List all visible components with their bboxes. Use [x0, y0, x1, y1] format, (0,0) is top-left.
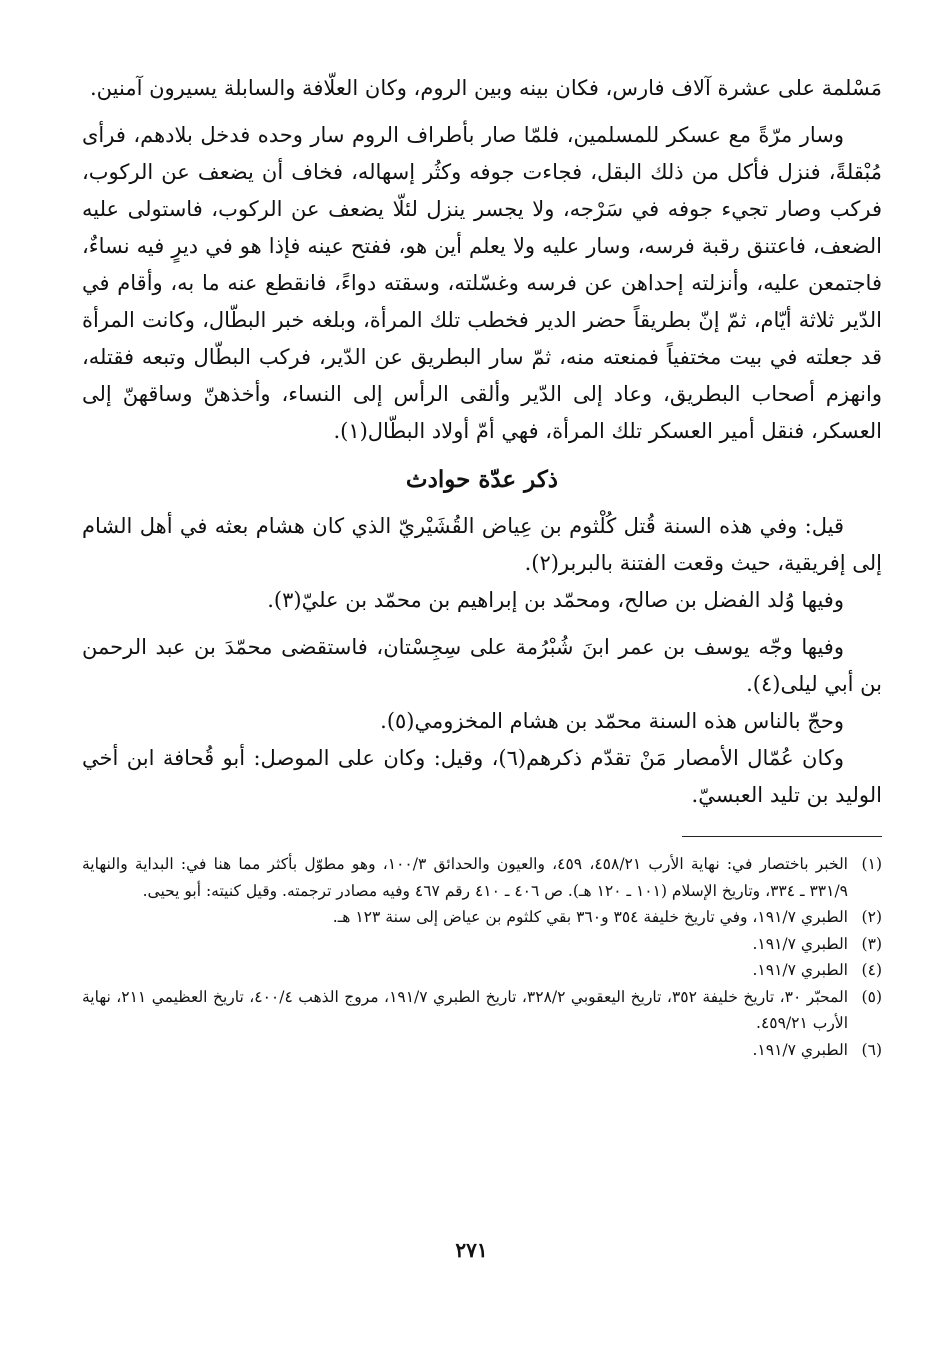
footnote-number: (١)	[861, 855, 882, 873]
footnote-text: الطبري ١٩١/٧، وفي تاريخ خليفة ٣٥٤ و٣٦٠ بقي كلثوم بن عياض إلى سنة ١٢٣ هـ.	[332, 908, 848, 926]
section-heading: ذكر عدّة حوادث	[405, 466, 559, 493]
footnote-text: الطبري ١٩١/٧.	[752, 961, 848, 979]
paragraph-battal-story: وسار مرّةً مع عسكر للمسلمين، فلمّا صار بأطراف الروم سار وحده فدخل بلادهم، فرأى مُبْقلةً، فنزل فأكل من ذلك البقل، فجاءت جوفه وكثُر إسهاله، فخاف أن يضعف عن الركوب، فركب وصار تجيء جوفه في سَرْجه، ولا يجسر ينزل لئلّا يضعف عن الركوب، فاستولى عليه الضعف، فاعتنق رقبة فرسه، وسار عليه ولا يعلم أين هو، ففتح عينه فإذا هو في ديرٍ فيه نساءٌ، فاجتمعن عليه، وأنزلته إحداهن عن فرسه وغسّلته، وسقته دواءً، فانقطع عنه ما به، وأقام في الدّير ثلاثة أيّام، ثمّ إنّ بطريقاً حضر الدير فخطب تلك المرأة، وبلغه خبر البطّال، وكانت المرأة قد جعلته في بيت مختفياً فمنعته منه، ثمّ سار البطريق عن الدّير، فركب البطّال وتبعه فقتله، وانهزم أصحاب البطريق، وعاد إلى الدّير وألقى الرأس إلى النساء، وأخذهنّ وساقهنّ إلى العسكر، فنقل أمير العسكر تلك المرأة، فهي أمّ أولاد البطّال(١).	[82, 123, 882, 443]
event-birth-fadl: وفيها وُلد الفضل بن صالح، ومحمّد بن إبراهيم بن محمّد بن عليّ(٣).	[267, 588, 844, 612]
footnote-number: (٣)	[861, 934, 882, 953]
footnote-number: (٤)	[861, 961, 882, 979]
paragraph-continuation: مَسْلمة على عشرة آلاف فارس، فكان بينه وبين الروم، وكان العلّافة والسابلة يسيرون آمنين.	[89, 76, 882, 100]
event-governors: وكان عُمّال الأمصار مَنْ تقدّم ذكرهم(٦)، وقيل: وكان على الموصل: أبو قُحافة ابن أخي الوليد بن تليد العبسيّ.	[82, 746, 882, 807]
footnote-item	[82, 904, 882, 931]
main-text	[82, 70, 882, 814]
footnote-item	[82, 984, 882, 1037]
footnote-separator	[82, 836, 882, 837]
footnote-text: الطبري ١٩١/٧.	[752, 1040, 848, 1059]
footnote-number: (٢)	[861, 908, 882, 926]
footnote-text: الخبر باختصار في: نهاية الأرب ٤٥٨/٢١، ٤٥٩، والعيون والحدائق ١٠٠/٣، وهو مطوّل بأكثر مما هنا في: البداية والنهاية ٣٣١/٩ ـ ٣٣٤، وتاريخ الإسلام (١٠١ ـ ١٢٠ هـ). ص ٤٠٦ ـ ٤١٠ رقم ٤٦٧ وفيه مصادر ترجمته. وقيل كنيته: أبو يحيى.	[82, 855, 848, 900]
book-page	[82, 70, 882, 1360]
footnote-text: المحبّر ٣٠، تاريخ خليفة ٣٥٢، تاريخ اليعقوبي ٣٢٨/٢، تاريخ الطبري ١٩١/٧، مروج الذهب ٤٠٠/٤، تاريخ العظيمي ٢١١، نهاية الأرب ٤٥٩/٢١.	[82, 987, 849, 1032]
footnote-text: الطبري ١٩١/٧.	[752, 934, 848, 953]
event-ibn-shubruma: وفيها وجّه يوسف بن عمر ابنَ شُبْرُمة على سِجِسْتان، فاستقضى محمّدَ بن عبد الرحمن بن أبي ليلى(٤).	[82, 635, 882, 696]
footnote-item	[82, 851, 882, 904]
event-hajj-leader: وحجّ بالناس هذه السنة محمّد بن هشام المخزومي(٥).	[380, 709, 844, 733]
footnote-number: (٥)	[861, 987, 882, 1006]
page-number: ٢٧١	[455, 1238, 488, 1262]
footnote-item	[82, 957, 882, 984]
footnotes	[82, 851, 882, 1063]
footnote-item	[82, 1037, 882, 1064]
event-kulthum: قيل: وفي هذه السنة قُتل كُلْثوم بن عِياض القُشَيْريّ الذي كان هشام بعثه في أهل الشام إلى إفريقية، حيث وقعت الفتنة بالبربر(٢).	[82, 514, 882, 575]
footnote-item	[82, 931, 882, 958]
footnote-number: (٦)	[861, 1040, 882, 1059]
